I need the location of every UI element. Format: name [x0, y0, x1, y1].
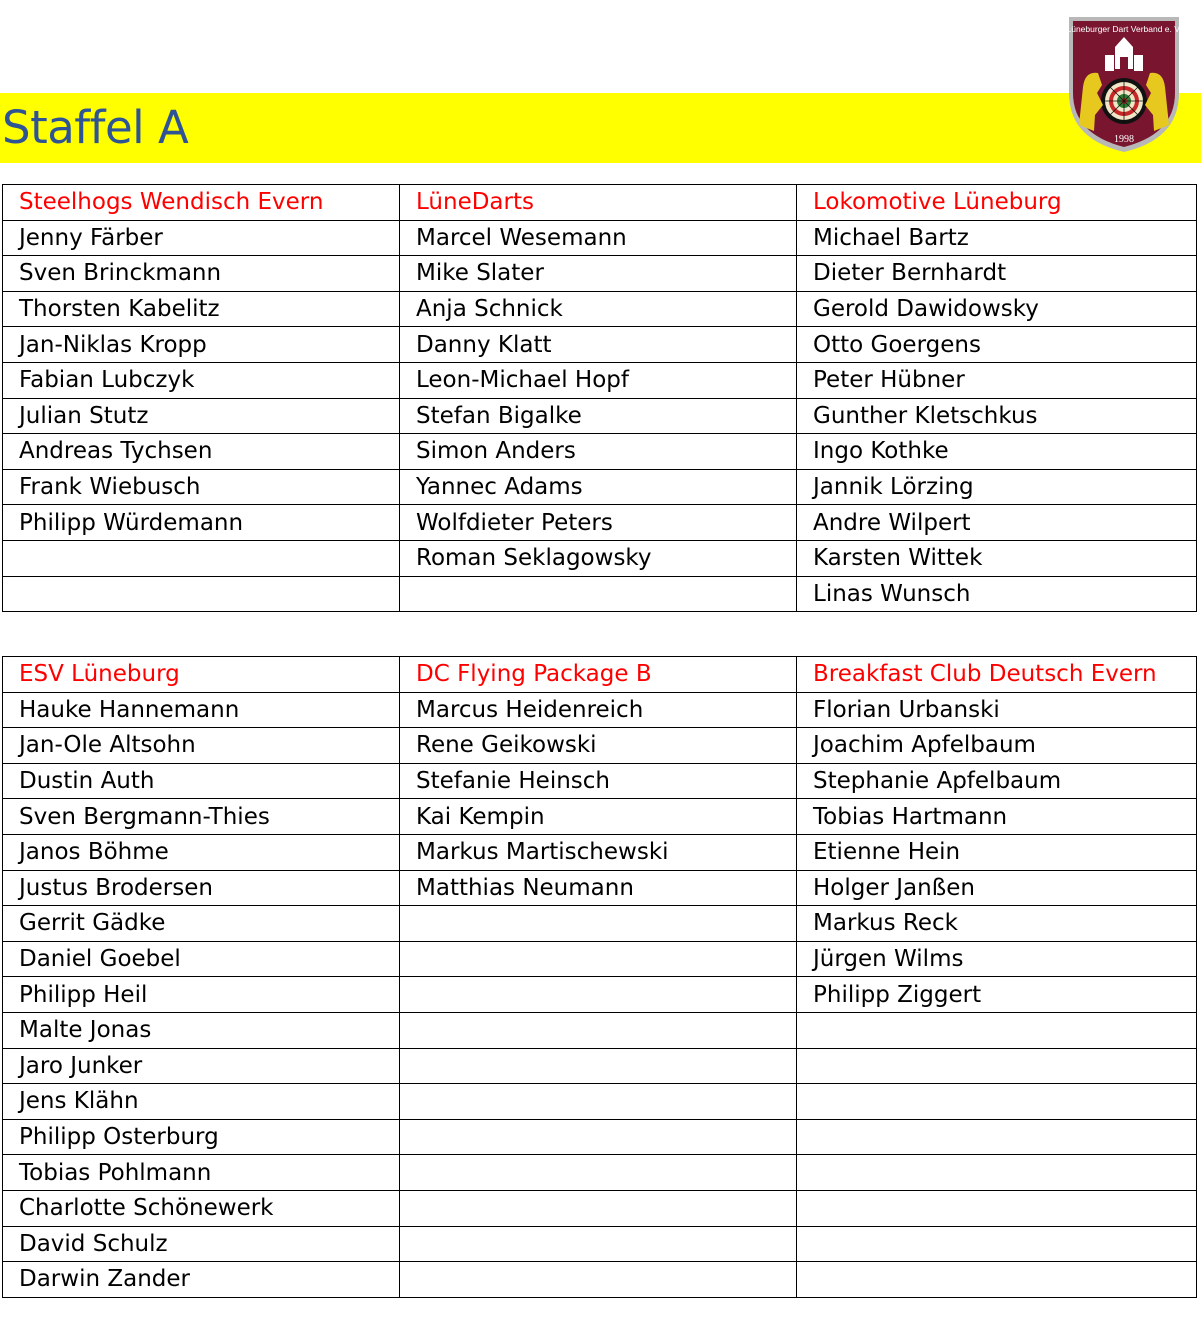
player-row — [3, 362, 1197, 398]
player-name: Marcel Wesemann — [400, 220, 797, 256]
empty-cell — [400, 1226, 797, 1262]
player-name: Andre Wilpert — [797, 505, 1197, 541]
player-row — [3, 692, 1197, 728]
player-row — [3, 434, 1197, 470]
team-header-row — [3, 185, 1197, 221]
player-row — [3, 327, 1197, 363]
player-row — [3, 540, 1197, 576]
player-name: Holger Janßen — [797, 870, 1197, 906]
empty-cell — [3, 540, 400, 576]
empty-cell — [797, 1262, 1197, 1298]
player-row — [3, 1262, 1197, 1298]
player-name: Andreas Tychsen — [3, 434, 400, 470]
team-name-lokomotive-lueneburg: Lokomotive Lüneburg — [797, 185, 1197, 221]
player-name: Gerrit Gädke — [3, 906, 400, 942]
player-name: Peter Hübner — [797, 362, 1197, 398]
player-row — [3, 906, 1197, 942]
team-name-breakfast-club-deutsch-evern: Breakfast Club Deutsch Evern — [797, 657, 1197, 693]
roster-table-1 — [2, 184, 1197, 612]
empty-cell — [400, 1119, 797, 1155]
empty-cell — [400, 576, 797, 612]
player-name: Malte Jonas — [3, 1012, 400, 1048]
empty-cell — [797, 1048, 1197, 1084]
player-row — [3, 763, 1197, 799]
player-name: Michael Bartz — [797, 220, 1197, 256]
player-name: Jaro Junker — [3, 1048, 400, 1084]
player-name: Justus Brodersen — [3, 870, 400, 906]
empty-cell — [797, 1190, 1197, 1226]
player-row — [3, 505, 1197, 541]
player-name: Janos Böhme — [3, 834, 400, 870]
player-name: Stefanie Heinsch — [400, 763, 797, 799]
player-name: Julian Stutz — [3, 398, 400, 434]
player-name: Hauke Hannemann — [3, 692, 400, 728]
logo-year: 1998 — [1114, 134, 1134, 145]
player-name: Rene Geikowski — [400, 728, 797, 764]
player-name: Frank Wiebusch — [3, 469, 400, 505]
dartboard-icon — [1101, 78, 1147, 124]
player-name: Matthias Neumann — [400, 870, 797, 906]
player-name: Otto Goergens — [797, 327, 1197, 363]
player-name: Roman Seklagowsky — [400, 540, 797, 576]
empty-cell — [400, 1048, 797, 1084]
player-name: Florian Urbanski — [797, 692, 1197, 728]
player-row — [3, 220, 1197, 256]
player-row — [3, 870, 1197, 906]
player-name: Marcus Heidenreich — [400, 692, 797, 728]
empty-cell — [400, 1262, 797, 1298]
player-name: Sven Bergmann-Thies — [3, 799, 400, 835]
empty-cell — [400, 977, 797, 1013]
empty-cell — [797, 1119, 1197, 1155]
player-name: Gerold Dawidowsky — [797, 291, 1197, 327]
player-name: Mike Slater — [400, 256, 797, 292]
player-name: Philipp Heil — [3, 977, 400, 1013]
player-name: Jenny Färber — [3, 220, 400, 256]
player-name: Sven Brinckmann — [3, 256, 400, 292]
player-row — [3, 576, 1197, 612]
player-name: Linas Wunsch — [797, 576, 1197, 612]
player-name: Charlotte Schönewerk — [3, 1190, 400, 1226]
player-name: Thorsten Kabelitz — [3, 291, 400, 327]
player-row — [3, 941, 1197, 977]
player-name: Markus Martischewski — [400, 834, 797, 870]
player-name: David Schulz — [3, 1226, 400, 1262]
empty-cell — [797, 1226, 1197, 1262]
player-row — [3, 1084, 1197, 1120]
player-row — [3, 728, 1197, 764]
empty-cell — [797, 1012, 1197, 1048]
player-row — [3, 1119, 1197, 1155]
empty-cell — [797, 1084, 1197, 1120]
player-row — [3, 1155, 1197, 1191]
player-name: Leon-Michael Hopf — [400, 362, 797, 398]
player-name: Jan-Niklas Kropp — [3, 327, 400, 363]
player-row — [3, 1012, 1197, 1048]
player-name: Ingo Kothke — [797, 434, 1197, 470]
empty-cell — [400, 1012, 797, 1048]
player-row — [3, 256, 1197, 292]
player-row — [3, 834, 1197, 870]
player-name: Philipp Würdemann — [3, 505, 400, 541]
player-row — [3, 799, 1197, 835]
team-name-luenedarts: LüneDarts — [400, 185, 797, 221]
player-name: Tobias Hartmann — [797, 799, 1197, 835]
player-name: Yannec Adams — [400, 469, 797, 505]
empty-cell — [400, 1155, 797, 1191]
team-name-steelhogs-wendisch-evern: Steelhogs Wendisch Evern — [3, 185, 400, 221]
player-name: Stefan Bigalke — [400, 398, 797, 434]
player-name: Wolfdieter Peters — [400, 505, 797, 541]
player-name: Danny Klatt — [400, 327, 797, 363]
player-row — [3, 1190, 1197, 1226]
player-row — [3, 469, 1197, 505]
player-name: Jannik Lörzing — [797, 469, 1197, 505]
player-row — [3, 398, 1197, 434]
player-name: Tobias Pohlmann — [3, 1155, 400, 1191]
player-name: Jürgen Wilms — [797, 941, 1197, 977]
team-name-dc-flying-package-b: DC Flying Package B — [400, 657, 797, 693]
player-name: Fabian Lubczyk — [3, 362, 400, 398]
empty-cell — [797, 1155, 1197, 1191]
page-title: Staffel A — [2, 101, 189, 154]
player-name: Markus Reck — [797, 906, 1197, 942]
player-name: Gunther Kletschkus — [797, 398, 1197, 434]
player-row — [3, 1048, 1197, 1084]
empty-cell — [400, 1084, 797, 1120]
team-name-esv-lueneburg: ESV Lüneburg — [3, 657, 400, 693]
player-row — [3, 977, 1197, 1013]
player-name: Darwin Zander — [3, 1262, 400, 1298]
logo-text: Lüneburger Dart Verband e. V. — [1066, 24, 1182, 34]
player-row — [3, 1226, 1197, 1262]
empty-cell — [400, 941, 797, 977]
player-name: Stephanie Apfelbaum — [797, 763, 1197, 799]
player-name: Simon Anders — [400, 434, 797, 470]
player-name: Philipp Osterburg — [3, 1119, 400, 1155]
player-name: Anja Schnick — [400, 291, 797, 327]
club-logo — [1065, 13, 1183, 155]
player-name: Etienne Hein — [797, 834, 1197, 870]
player-name: Jan-Ole Altsohn — [3, 728, 400, 764]
player-name: Dieter Bernhardt — [797, 256, 1197, 292]
player-name: Dustin Auth — [3, 763, 400, 799]
player-name: Joachim Apfelbaum — [797, 728, 1197, 764]
roster-table-2 — [2, 656, 1197, 1298]
player-name: Philipp Ziggert — [797, 977, 1197, 1013]
empty-cell — [400, 1190, 797, 1226]
empty-cell — [3, 576, 400, 612]
player-row — [3, 291, 1197, 327]
player-name: Karsten Wittek — [797, 540, 1197, 576]
player-name: Daniel Goebel — [3, 941, 400, 977]
empty-cell — [400, 906, 797, 942]
player-name: Kai Kempin — [400, 799, 797, 835]
team-header-row — [3, 657, 1197, 693]
player-name: Jens Klähn — [3, 1084, 400, 1120]
